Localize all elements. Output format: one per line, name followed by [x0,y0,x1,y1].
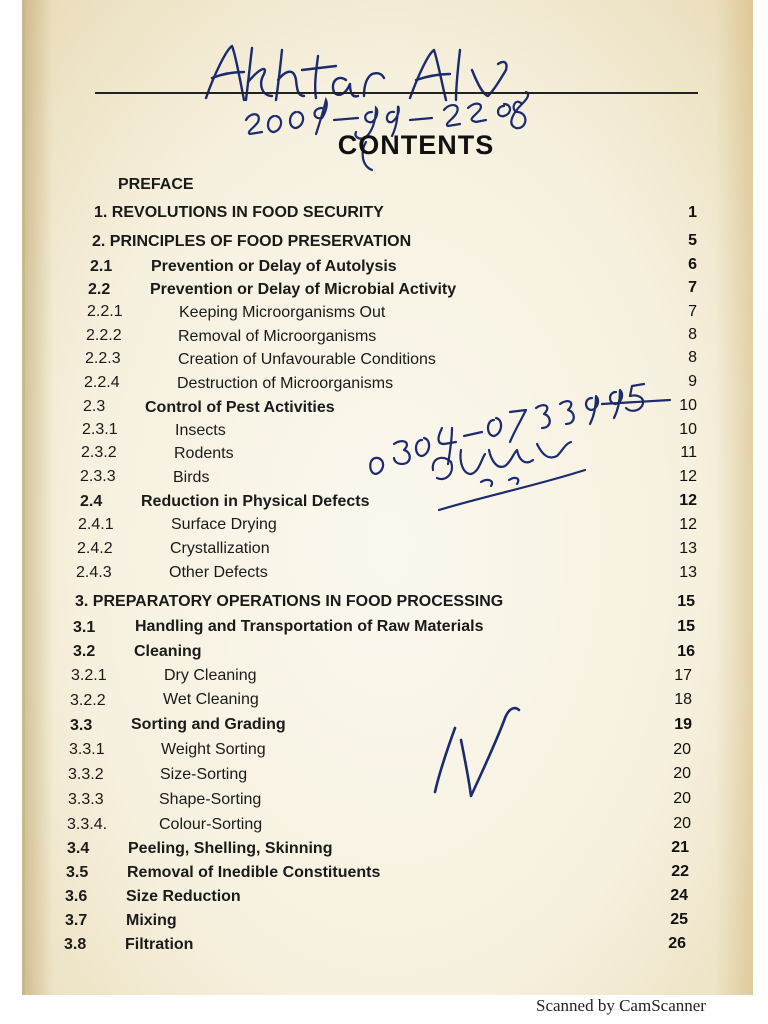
toc-entry-number: 3.2.2 [70,692,106,709]
toc-entry-label: Size-Sorting [160,766,248,783]
toc-entry-page: 18 [674,691,692,708]
toc-entry-number: 2.2.4 [84,374,120,391]
toc-entry-number: 3.6 [65,888,88,905]
toc-entry-label: 2. PRINCIPLES OF FOOD PRESERVATION [92,233,412,250]
toc-entry-number: 3.3 [70,717,93,734]
toc-entry-label: Shape-Sorting [159,791,262,808]
toc-entry-number: 2.3.2 [81,444,117,461]
pen-mark-handwriting [425,700,525,810]
toc-entry-page: 8 [688,326,697,343]
toc-entry-number: 2.3.1 [82,421,118,438]
toc-entry-number: 3.8 [64,936,87,953]
toc-entry-number: 2.4.1 [78,516,114,533]
toc-entry-label: Removal of Inedible Constituents [127,864,381,881]
toc-entry-page: 10 [679,397,697,414]
toc-entry-label: Rodents [174,445,234,462]
toc-entry-number: 2.3.3 [80,468,116,485]
toc-entry-number: 3.1 [73,619,96,636]
toc-entry-page: 25 [670,911,688,928]
toc-entry-number: 2.2.3 [85,350,121,367]
toc-entry-label: Keeping Microorganisms Out [179,304,386,321]
toc-entry-number: 3.3.1 [69,741,105,758]
toc-entry-page: 15 [677,618,695,635]
toc-entry-page: 21 [671,839,689,856]
toc-entry-label: Filtration [125,936,194,953]
toc-entry-label: PREFACE [118,176,194,193]
toc-entry-page: 13 [679,564,697,581]
toc-entry-page: 9 [688,373,697,390]
toc-entry-page: 24 [670,887,688,904]
toc-entry-page: 6 [688,256,697,273]
toc-entry-page: 12 [679,492,697,509]
toc-entry-page: 20 [673,765,691,782]
toc-entry-number: 2.1 [90,258,113,275]
toc-entry-label: Surface Drying [171,516,277,533]
toc-entry-number: 3.3.4. [67,816,108,833]
toc-entry-number: 3.7 [65,912,88,929]
toc-entry-page: 17 [674,667,692,684]
header-rule [95,92,698,94]
toc-entry-label: 3. PREPARATORY OPERATIONS IN FOOD PROCESSING [75,593,504,610]
toc-entry-number: 2.4.2 [77,540,113,557]
urdu-note-handwriting [425,430,625,520]
toc-entry-page: 15 [677,593,695,610]
toc-entry-number: 3.2.1 [71,667,107,684]
toc-entry-page: 12 [679,516,697,533]
toc-entry-page: 22 [671,863,689,880]
signature-handwriting [0,0,768,200]
toc-entry-page: 19 [674,716,692,733]
scanner-watermark: Scanned by CamScanner [536,996,706,1015]
toc-entry-number: 2.3 [83,398,106,415]
toc-entry-label: Insects [175,422,226,439]
toc-entry-page: 5 [688,232,697,249]
toc-entry-label: Size Reduction [126,888,241,905]
toc-entry-label: Other Defects [169,564,268,581]
toc-entry-label: Crystallization [170,540,270,557]
toc-entry-label: Handling and Transportation of Raw Materials [135,618,484,635]
toc-entry-page: 20 [673,815,691,832]
toc-entry-number: 3.4 [67,840,90,857]
toc-entry-number: 3.3.2 [68,766,104,783]
toc-entry-page: 10 [679,421,697,438]
toc-entry-label: Reduction in Physical Defects [141,493,370,510]
toc-entry-label: Colour-Sorting [159,816,263,833]
toc-entry-label: Creation of Unfavourable Conditions [178,351,436,368]
page-title: CONTENTS [337,130,495,160]
toc-entry-number: 3.3.3 [68,791,104,808]
toc-entry-label: Prevention or Delay of Autolysis [151,258,397,275]
toc-entry-label: Peeling, Shelling, Skinning [128,840,333,857]
toc-entry-page: 20 [673,790,691,807]
toc-entry-number: 2.2.2 [86,327,122,344]
toc-entry-page: 7 [688,279,697,296]
toc-entry-label: Prevention or Delay of Microbial Activity [150,281,457,298]
toc-entry-page: 1 [688,204,697,221]
toc-entry-number: 2.2 [88,281,111,298]
toc-entry-page: 13 [679,540,697,557]
toc-entry-label: Destruction of Microorganisms [177,375,394,392]
toc-entry-label: Sorting and Grading [131,716,286,733]
toc-entry-label: Dry Cleaning [164,667,257,684]
toc-entry-number: 2.2.1 [87,303,123,320]
toc-entry-label: 1. REVOLUTIONS IN FOOD SECURITY [94,204,384,221]
toc-entry-label: Cleaning [134,643,202,660]
toc-entry-label: Birds [173,469,210,486]
toc-entry-label: Control of Pest Activities [145,399,335,416]
toc-entry-page: 16 [677,643,695,660]
toc-entry-page: 8 [688,349,697,366]
toc-entry-number: 2.4 [80,493,103,510]
toc-entry-number: 2.4.3 [76,564,112,581]
toc-entry-page: 7 [688,303,697,320]
toc-entry-page: 26 [668,935,686,952]
toc-entry-number: 3.2 [73,643,96,660]
toc-entry-number: 3.5 [66,864,89,881]
toc-entry-page: 20 [673,741,691,758]
toc-entry-page: 12 [679,468,697,485]
toc-entry-label: Mixing [126,912,177,929]
toc-entry-label: Removal of Microorganisms [178,328,377,345]
toc-entry-page: 11 [680,444,697,461]
toc-entry-label: Weight Sorting [161,741,266,758]
toc-entry-label: Wet Cleaning [163,691,259,708]
